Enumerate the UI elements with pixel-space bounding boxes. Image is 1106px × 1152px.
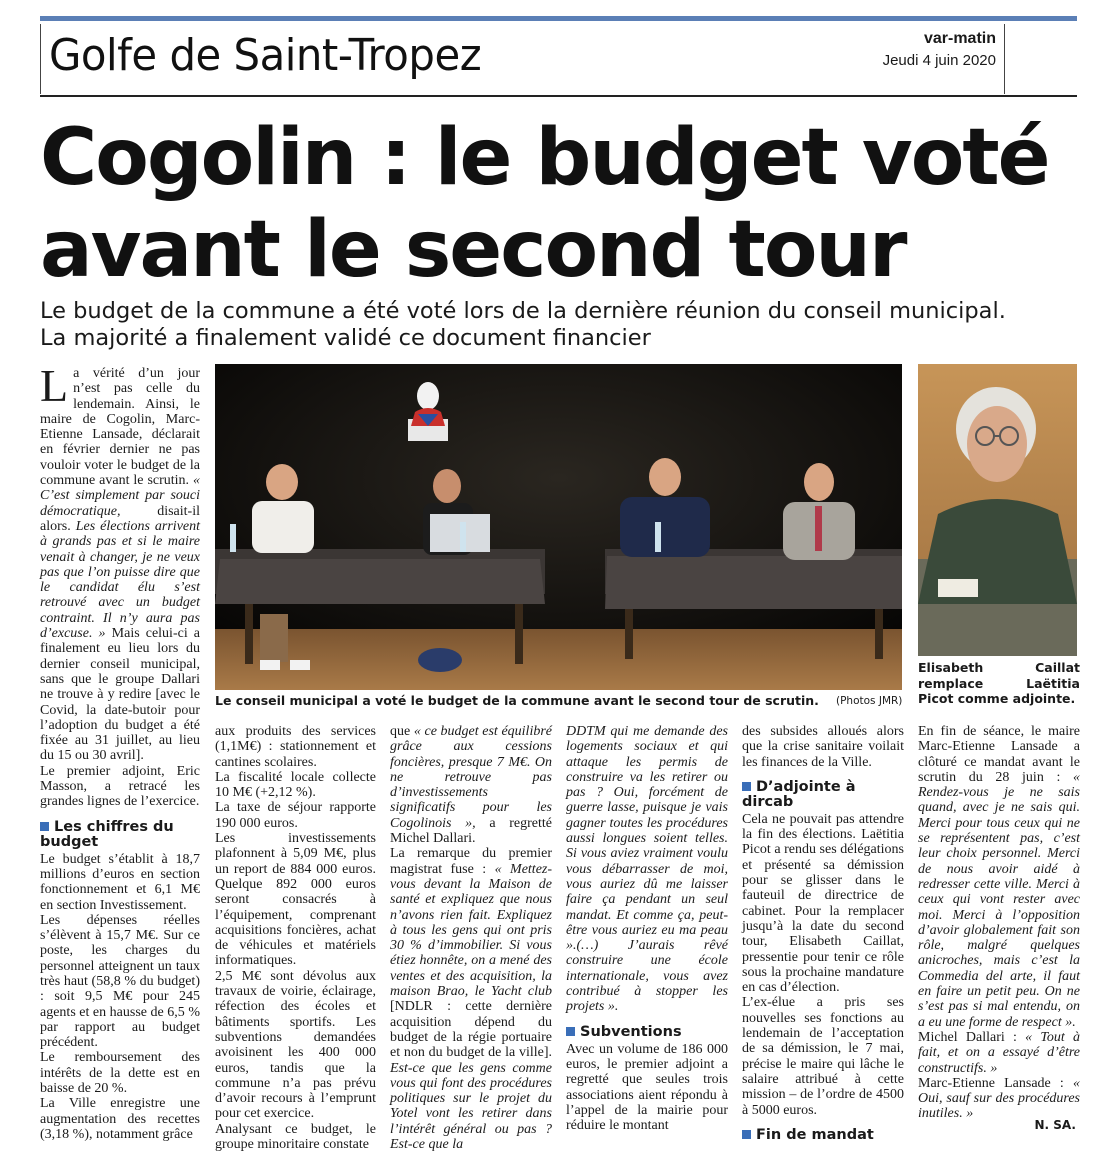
deck-line-1: Le budget de la commune a été voté lors de la dernière réunion du conseil municipal. <box>40 298 1006 324</box>
subheading: D’adjointe à dircab <box>742 778 856 810</box>
paragraph: DDTM qui me demande des logements sociaux et qui attaque les permis de construire va les retirer ou pas ? Oui, forcément de guerre lasse, puisque je vais gagner toutes les procédures aussi longues soient telles. Si vous aviez vraiment voulu vous débarrasser de moi, vous auriez dû me laisser faire ça pendant un seul mandat. Et comme ça, peut-être vous auriez eu ma peau ».(…) J’aurais rêvé construire une école internationale, vous avez contribué à stopper les projets ». <box>566 724 728 1015</box>
headline-line-2: avant le second tour <box>40 205 906 295</box>
column-3 <box>390 724 552 1152</box>
paragraph: 2,5 M€ sont dévolus aux travaux de voirie, éclairage, réfection des écoles et bâtiments sportifs. Les subventions demandées avoisinent les 400 000 euros, tandis que la commune n’a pas prévu d’avoir recours à l’emprunt pour cet exercice. <box>215 968 376 1122</box>
subheading: Fin de mandat <box>742 1128 904 1143</box>
square-bullet-icon <box>742 782 751 791</box>
paragraph: La Ville enregistre une augmentation des recettes (3,18 %), notamment grâce <box>40 1096 200 1142</box>
column-1 <box>40 360 201 1142</box>
paragraph: La fiscalité locale collecte 10 M€ (+2,12 %). <box>215 769 376 801</box>
column-4 <box>566 724 728 1133</box>
deck <box>40 298 1080 352</box>
publication-name: var-matin <box>923 30 996 47</box>
paragraph: aux produits des services (1,1M€) : stationnement et cantines scolaires. <box>215 724 376 770</box>
paragraph: Analysant ce budget, le groupe minoritaire constate <box>215 1121 376 1152</box>
paragraph: Cela ne pouvait pas attendre la fin des élections. Laëtitia Picot a rendu ses délégations et présenté sa démission pour se glisser dans le fauteuil de directrice de cabinet. Pour la remplacer jusqu’à la date du second tour, Elisabeth Caillat, pressentie pour tenir ce rôle sous la prochaine mandature en cas d’élection. <box>742 811 904 996</box>
subheading: Subventions <box>566 1025 728 1040</box>
column-6 <box>918 724 1080 1122</box>
paragraph: La vérité d’un jour n’est pas celle du lendemain. Ainsi, le maire de Cogolin, Marc-Etienne Lansade, déclarait en février dernier ne pas vouloir voter le budget de la commune avant le scrutin. « C’est simplement par souci démocratique, disait-il alors. Les élections arrivent à grands pas et si le maire venait à changer, je ne veux pas que l’on puisse dire que le candidat élu s’est retrouvé avec un budget contraint. Il n’y aura pas d’excuse. » Mais celui-ci a finalement eu lieu lors du dernier conseil municipal, sans que le groupe Dallari ne trouve à y redire [avec le Covid, la date-butoir pour l’adoption du budget a été fixée au 31 juillet, au lieu du 15 ou 30 avril]. <box>40 360 201 764</box>
square-bullet-icon <box>40 822 49 831</box>
square-bullet-icon <box>742 1130 751 1139</box>
main-photo-caption: Le conseil municipal a voté le budget de la commune avant le second tour de scrutin. <box>215 693 819 708</box>
paragraph: La remarque du premier magistrat fuse : « Mettez-vous devant la Maison de santé et expliquez que nous n’avons rien fait. Expliquez à tous les gens qui ont pris 30 % d’immobilier. Si vous étiez honnête, on a mené des ventes et des acquisition, la maison Brao, le Yacht club [NDLR : cette dernière acquisition dépend du budget de la régie portuaire et non du budget de la ville]. Est-ce que les gens comme vous qui font des procédures politiques sur le projet du Yotel vont les retirer dans l’intérêt général ou pas ? Est-ce que la <box>390 846 553 1152</box>
publication-date: Jeudi 4 juin 2020 <box>882 52 996 69</box>
paragraph: Marc-Etienne Lansade : « Oui, sauf sur des procédures inutiles. » <box>918 1075 1080 1122</box>
author-signature: N. SA. <box>1034 1118 1076 1132</box>
header-rule <box>40 95 1077 97</box>
paragraph: Le remboursement des intérêts de la dette est en baisse de 20 %. <box>40 1050 200 1097</box>
paragraph: En fin de séance, le maire Marc-Etienne Lansade a clôturé ce mandat avant le scrutin du 28 juin : « Rendez-vous je ne sais quand, avec je ne sais qui. Merci pour tous ceux qui ne se représentent pas, c’est leur choix personnel. Merci de nous avoir aidé à redresser cette ville. Merci à ceux qui vont rester avec moi. Merci à l’opposition d’avoir globalement fait son rôle, malgré quelques anicroches, mais c’est la Commedia del arte, il faut en faire un petit peu. On ne s’est pas si mal entendu, on a eu une forme de respect ». <box>918 724 1081 1030</box>
paragraph: Les dépenses réelles s’élèvent à 15,7 M€. Sur ce poste, les charges du personnel atteignent un taux très haut (58,8 % du budget) : soit 9,5 M€ pour 245 agents et en hausse de 6,5 % par rapport au budget précédent. <box>40 912 200 1051</box>
council-meeting-illustration <box>215 364 902 690</box>
paragraph: Les investissements plafonnent à 5,09 M€, plus un report de 884 000 euros. Quelque 892 000 euros seront consacrés à l’équipement, comprenant acquisitions foncières, achat de véhicules et matériels informatiques. <box>215 831 376 969</box>
council-meeting-photo <box>215 364 902 690</box>
paragraph: des subsides alloués alors que la crise sanitaire voilait les finances de la Ville. <box>742 724 904 770</box>
section-title: Golfe de Saint-Tropez <box>49 30 482 81</box>
page-header <box>40 24 1005 94</box>
headline-line-1: Cogolin : le budget voté <box>40 113 1049 203</box>
column-5 <box>742 724 904 1145</box>
portrait-caption: Elisabeth Caillat remplace Laëtitia Picot comme adjointe. <box>918 660 1080 706</box>
paragraph: Avec un volume de 186 000 euros, le premier adjoint a regretté que seules trois associations aient répondu à l’appel de la mairie pour réduire le montant <box>566 1041 728 1134</box>
paragraph: Le premier adjoint, Eric Masson, a retracé les grandes lignes de l’exercice. <box>40 763 200 810</box>
deck-line-2: La majorité a finalement validé ce document financier <box>40 325 651 351</box>
paragraph: La taxe de séjour rapporte 190 000 euros. <box>215 800 376 831</box>
subheading: Les chiffres du budget <box>40 818 174 850</box>
paragraph: Michel Dallari : « Tout à fait, et on a essayé d’être constructifs. » <box>918 1029 1081 1076</box>
photo-credit: (Photos JMR) <box>836 695 903 707</box>
paragraph: L’ex-élue a pris ses nouvelles ses fonctions au lendemain de l’acceptation de sa démission, le 7 mai, précise le maire qui lâche le salaire attribué à cette mission – de l’ordre de 4500 à 5000 euros. <box>742 995 904 1118</box>
drop-cap: L <box>40 360 69 411</box>
headline <box>40 112 1080 296</box>
paragraph: Le budget s’établit à 18,7 millions d’euros en section fonctionnement et 6,1 M€ en section Investissement. <box>40 851 200 913</box>
portrait-illustration <box>918 364 1077 656</box>
paragraph: que « ce budget est équilibré grâce aux cessions foncières, presque 7 M€. On ne retrouve pas d’investissements significatifs pour les Cogolinois », a regretté Michel Dallari. <box>390 724 552 847</box>
top-color-bar <box>40 16 1077 21</box>
square-bullet-icon <box>566 1027 575 1036</box>
masthead <box>883 30 996 69</box>
portrait-photo <box>918 364 1077 656</box>
column-2 <box>215 724 376 1152</box>
